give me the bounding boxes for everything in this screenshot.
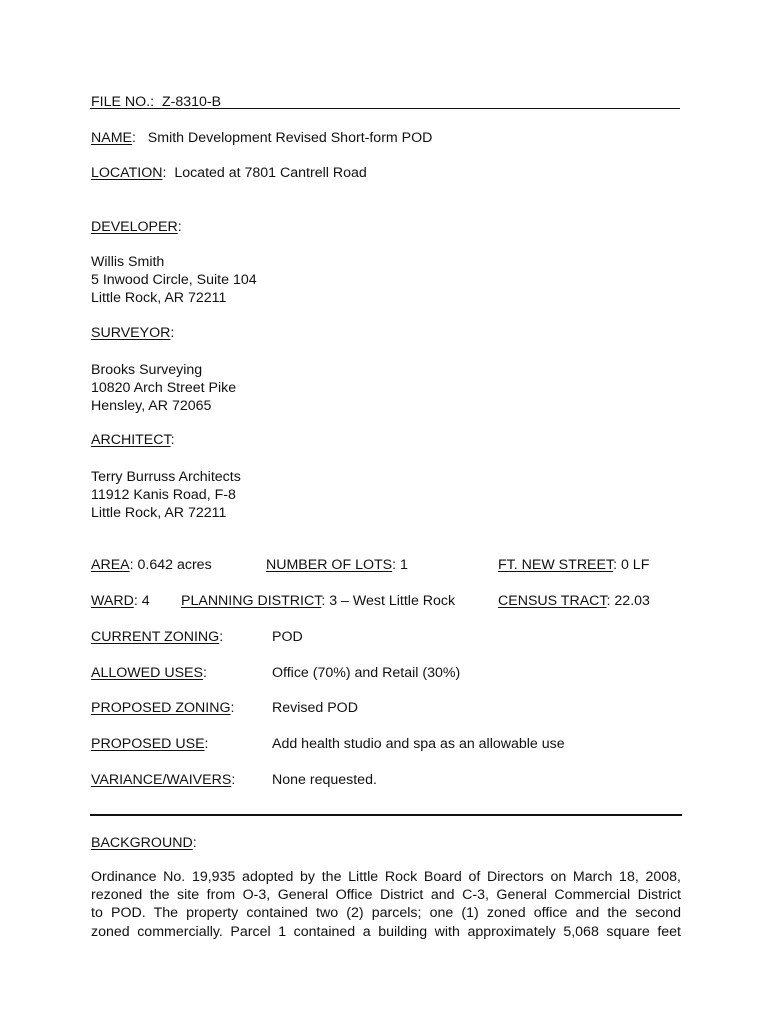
architect-address xyxy=(91,468,241,522)
developer-address xyxy=(91,253,257,307)
surveyor-label: SURVEYOR xyxy=(91,325,171,341)
paragraph-line: Ordinance No. 19,935 adopted by the Little Rock Board of Directors on March 18, 2008, xyxy=(91,869,681,885)
section-divider xyxy=(90,814,682,816)
file-number-label: FILE NO.: xyxy=(91,94,155,110)
name-row: NAME: Smith Development Revised Short-form POD xyxy=(91,130,433,146)
zoning-value: Office (70%) and Retail (30%) xyxy=(272,665,461,681)
surveyor-address xyxy=(91,361,236,415)
location-label: LOCATION xyxy=(91,165,163,181)
name-value: Smith Development Revised Short-form POD xyxy=(147,130,433,146)
new-street-value: 0 LF xyxy=(620,557,650,573)
developer-line: Willis Smith xyxy=(91,254,165,270)
architect-heading: ARCHITECT: xyxy=(91,432,175,448)
ward-label: WARD xyxy=(91,593,134,609)
architect-line: Terry Burruss Architects xyxy=(91,469,241,485)
paragraph-line: zoned commercially. Parcel 1 contained a building with approximately 5,068 square feet xyxy=(91,923,681,940)
zoning-row-current: CURRENT ZONING: xyxy=(91,629,224,645)
zoning-label: PROPOSED USE xyxy=(91,736,205,752)
file-number-underline xyxy=(90,108,680,109)
ward-field: WARD: 4 xyxy=(91,593,150,609)
zoning-label: PROPOSED ZONING xyxy=(91,700,231,716)
location-value: Located at 7801 Cantrell Road xyxy=(174,165,367,181)
zoning-label: VARIANCE/WAIVERS xyxy=(91,772,232,788)
zoning-value: None requested. xyxy=(272,772,377,788)
zoning-row-allowed-uses: ALLOWED USES: xyxy=(91,665,207,681)
file-number-value: Z-8310-B xyxy=(161,94,222,110)
planning-district-field: PLANNING DISTRICT: 3 – West Little Rock xyxy=(181,593,456,609)
zoning-label: CURRENT ZONING xyxy=(91,629,220,645)
paragraph-line: to POD. The property contained two (2) parcels; one (1) zoned office and the second xyxy=(91,905,681,922)
zoning-value: Revised POD xyxy=(272,700,358,716)
developer-heading: DEVELOPER: xyxy=(91,219,182,235)
background-heading: BACKGROUND: xyxy=(91,835,197,851)
zoning-row-variance: VARIANCE/WAIVERS: xyxy=(91,772,236,788)
area-label: AREA xyxy=(91,557,130,573)
census-tract-label: CENSUS TRACT xyxy=(498,593,607,609)
surveyor-line: Hensley, AR 72065 xyxy=(91,398,212,414)
location-row: LOCATION: Located at 7801 Cantrell Road xyxy=(91,165,367,181)
lots-label: NUMBER OF LOTS xyxy=(266,557,393,573)
developer-line: Little Rock, AR 72211 xyxy=(91,290,227,306)
new-street-label: FT. NEW STREET xyxy=(498,557,614,573)
developer-label: DEVELOPER xyxy=(91,219,178,235)
planning-district-value: 3 – West Little Rock xyxy=(329,593,456,609)
surveyor-heading: SURVEYOR: xyxy=(91,325,175,341)
surveyor-line: 10820 Arch Street Pike xyxy=(91,380,237,396)
architect-label: ARCHITECT xyxy=(91,432,171,448)
zoning-value: Add health studio and spa as an allowable use xyxy=(272,736,565,752)
lots-field: NUMBER OF LOTS: 1 xyxy=(266,557,408,573)
census-tract-value: 22.03 xyxy=(614,593,650,609)
name-label: NAME xyxy=(91,130,132,146)
zoning-label: ALLOWED USES xyxy=(91,665,203,681)
background-paragraph xyxy=(91,868,681,941)
paragraph-line: rezoned the site from O-3, General Office District and C-3, General Commercial District xyxy=(91,887,681,904)
zoning-value: POD xyxy=(272,629,303,645)
new-street-field: FT. NEW STREET: 0 LF xyxy=(498,557,650,573)
planning-district-label: PLANNING DISTRICT xyxy=(181,593,322,609)
architect-line: 11912 Kanis Road, F-8 xyxy=(91,487,236,503)
lots-value: 1 xyxy=(400,557,408,573)
zoning-row-proposed-zoning: PROPOSED ZONING: xyxy=(91,700,235,716)
background-label: BACKGROUND xyxy=(91,835,193,851)
census-tract-field: CENSUS TRACT: 22.03 xyxy=(498,593,650,609)
zoning-row-proposed-use: PROPOSED USE: xyxy=(91,736,209,752)
ward-value: 4 xyxy=(141,593,150,609)
developer-line: 5 Inwood Circle, Suite 104 xyxy=(91,272,257,288)
surveyor-line: Brooks Surveying xyxy=(91,362,203,378)
area-field: AREA: 0.642 acres xyxy=(91,557,212,573)
architect-line: Little Rock, AR 72211 xyxy=(91,505,227,521)
area-value: 0.642 acres xyxy=(137,557,212,573)
